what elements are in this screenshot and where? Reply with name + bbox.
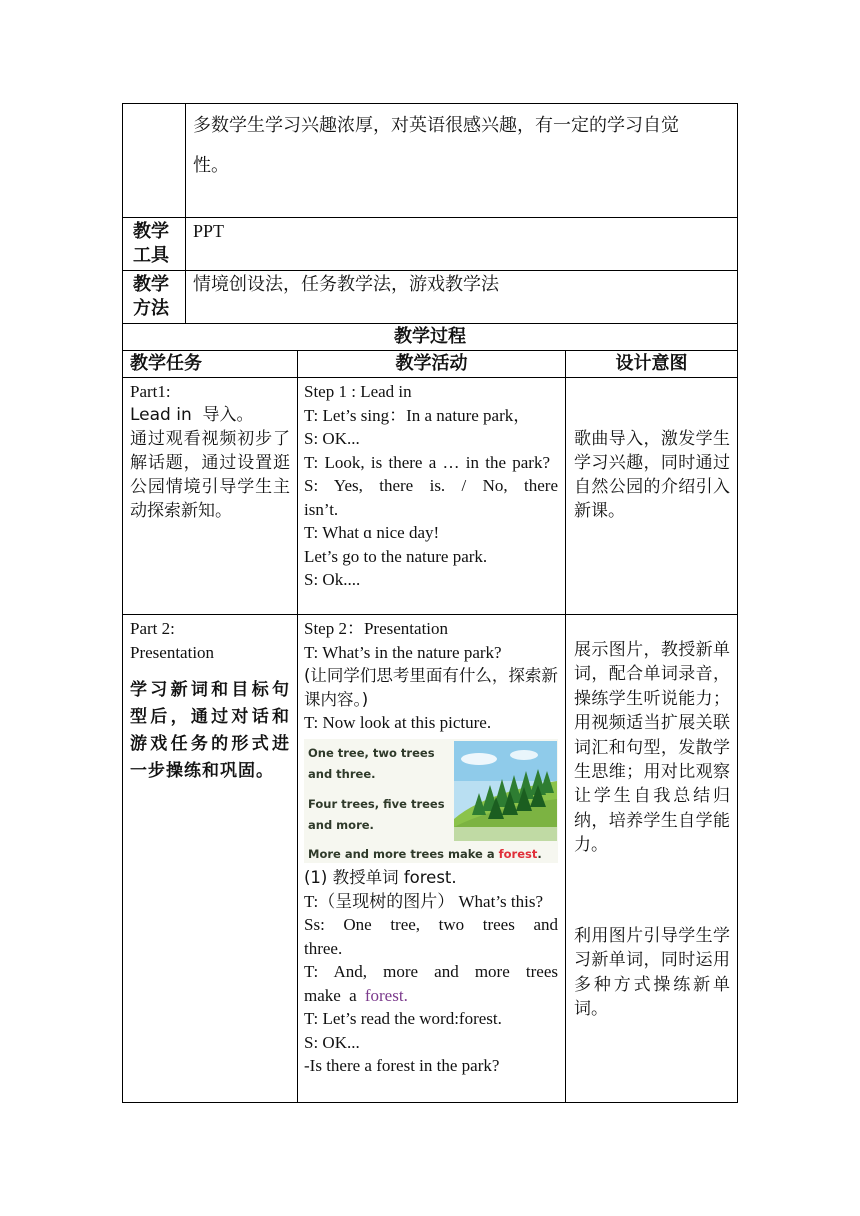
- method-label-line1: 教学: [133, 274, 169, 295]
- student-analysis-text: [193, 106, 733, 186]
- part1-intent: 歌曲导入，激发学生学习兴趣，同时通过自然公园的介绍引入新课。: [574, 429, 730, 521]
- part2-subtitle: Presentation: [130, 642, 215, 662]
- method-value: 情境创设法，任务教学法，游戏教学法: [193, 274, 499, 295]
- student-analysis-line1: 多数学生学习兴趣浓厚，对英语很感兴趣，有一定的学习自觉: [193, 115, 679, 136]
- method-label-line2: 方法: [133, 298, 169, 319]
- slide-line3: Four trees, five trees: [308, 797, 445, 811]
- tools-label: [133, 220, 179, 268]
- tools-label-line2: 工具: [133, 245, 169, 266]
- slide-line5: [308, 847, 542, 861]
- header-task: 教学任务: [130, 353, 202, 374]
- process-title: 教学过程: [394, 326, 466, 347]
- part1-subtitle: Lead in 导入。: [130, 404, 254, 425]
- part1-task: [130, 380, 290, 523]
- slide-line5-suffix: .: [537, 847, 542, 861]
- part2-act-line: Step 2：Presentation: [304, 619, 449, 638]
- part1-act-line: T: Let’s sing：In a nature park，: [304, 405, 531, 425]
- part2-act-line: Ss: One tree, two trees and three.: [304, 915, 558, 958]
- part2-act-line: (1) 教授单词 forest.: [304, 868, 457, 887]
- part2-act-line: T: What’s in the nature park?: [304, 642, 502, 662]
- slide-line5-prefix: More and more trees make a: [308, 847, 499, 861]
- forest-word: forest.: [364, 985, 408, 1005]
- part1-act-line: Let’s go to the nature park.: [304, 546, 488, 566]
- header-activity: 教学活动: [395, 353, 468, 374]
- tools-label-line1: 教学: [133, 221, 169, 242]
- method-label: [133, 273, 179, 321]
- part2-activity-top: [304, 617, 558, 735]
- forest-picture: [454, 741, 557, 841]
- part1-act-line: S: Ok....: [304, 570, 361, 589]
- part2-act-line: [304, 960, 558, 1007]
- slide-line4: and more.: [308, 818, 374, 832]
- slide-line2: and three.: [308, 767, 376, 781]
- part2-act-line: -Is there a forest in the park?: [304, 1056, 500, 1075]
- part2-intent1: 展示图片，教授新单词，配合单词录音，操练学生听说能力；用视频适当扩展关联词汇和句型，发散学生思维；用对比观察让学生自我总结归纳，培养学生自学能力。: [574, 640, 730, 856]
- part2-desc: 学习新词和目标句型后，通过对话和游戏任务的形式进一步操练和巩固。: [130, 680, 290, 781]
- part2-act-line: S: OK...: [304, 1032, 360, 1052]
- part1-activity: [304, 380, 558, 592]
- part2-act-line: T: Let’s read the word:forest.: [304, 1009, 502, 1028]
- part2-activity-bottom: [304, 866, 558, 1078]
- part2-act-line: (让同学们思考里面有什么，探索新课内容。): [304, 666, 558, 709]
- part1-act-line: Step 1 : Lead in: [304, 382, 412, 401]
- slide-forest-word: forest: [498, 847, 538, 861]
- part2-title: Part 2:: [130, 619, 175, 638]
- part2-intent2: 利用图片引导学生学习新单词，同时运用多种方式操练新单词。: [574, 926, 730, 1020]
- forest-slide-image: [304, 739, 558, 863]
- part2-act-line: T:（呈现树的图片） What’s this?: [304, 891, 544, 911]
- part1-act-line: S: OK...: [304, 429, 360, 448]
- student-analysis-line2: 性。: [193, 155, 229, 176]
- part1-act-line: T: Look, is there a … in the park?: [304, 452, 550, 472]
- header-intent: 设计意图: [615, 353, 688, 374]
- part1-act-line: T: What ɑ nice day!: [304, 523, 440, 542]
- part2-act-line: T: Now look at this picture.: [304, 713, 492, 732]
- part1-act-line: S: Yes, there is. / No, there isn’t.: [304, 476, 558, 519]
- part1-title: Part1:: [130, 382, 171, 401]
- part2-task: [130, 617, 290, 785]
- slide-line1: One tree, two trees: [308, 746, 435, 760]
- tools-value: PPT: [193, 221, 225, 241]
- part2-act-prefix: T: And, more and more trees make a: [304, 962, 558, 1005]
- part1-desc: 通过观看视频初步了解话题，通过设置逛公园情境引导学生主动探索新知。: [130, 429, 290, 521]
